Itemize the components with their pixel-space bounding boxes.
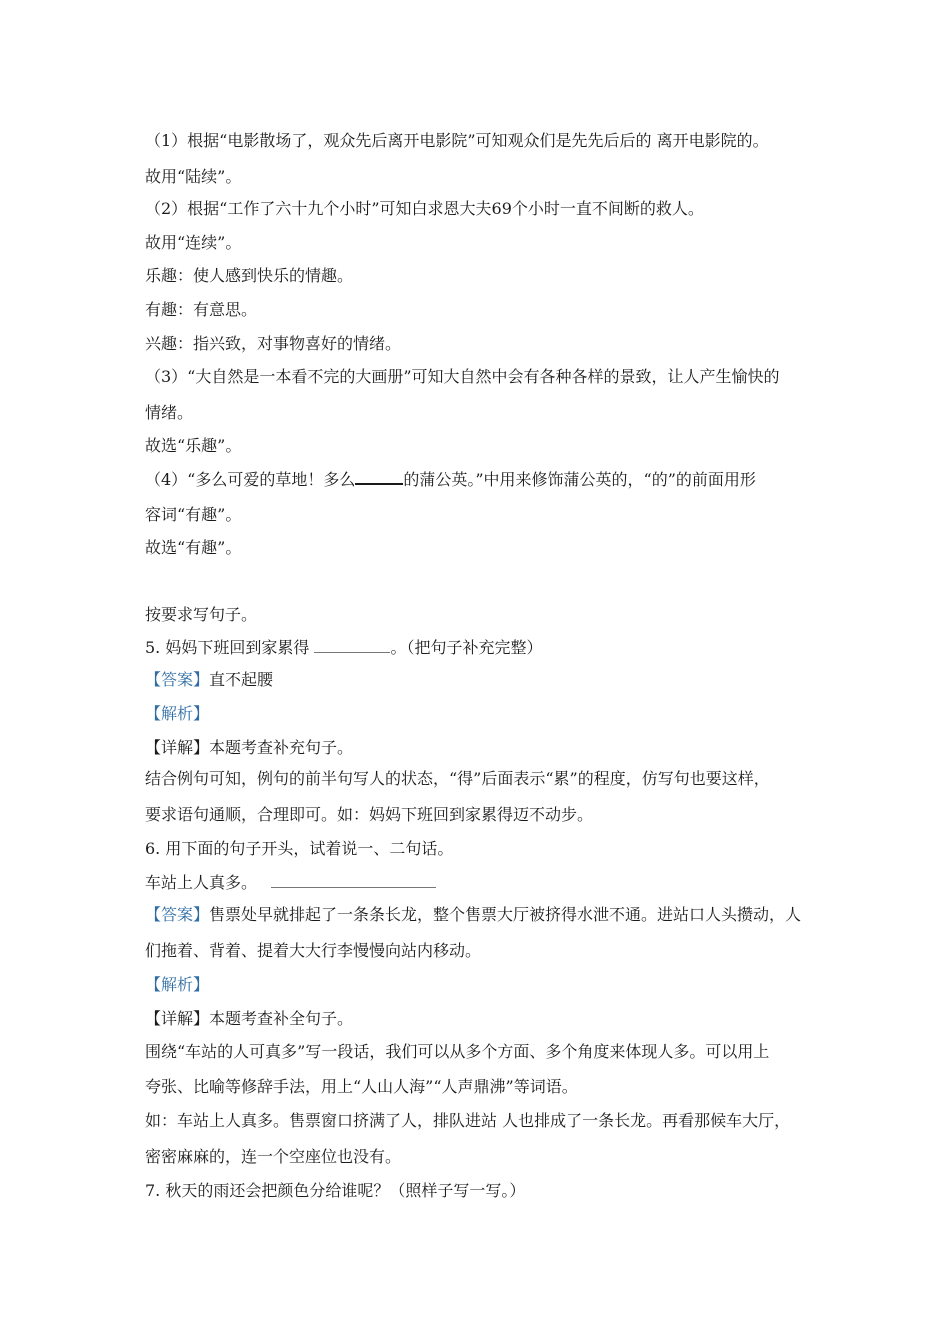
q6-prompt-text: 车站上人真多。 xyxy=(145,873,258,892)
q5-blank xyxy=(314,638,390,653)
q5-text: 5. 妈妈下班回到家累得 xyxy=(145,638,315,657)
para-q3-analysis-cont: 情绪。 xyxy=(145,403,194,422)
answer-tag: 【答案】 xyxy=(145,670,210,689)
section-heading: 按要求写句子。 xyxy=(145,605,258,624)
para-q4-analysis-cont: 容词“有趣”。 xyxy=(145,505,242,524)
para-q3-conclusion: 故选“乐趣”。 xyxy=(145,436,242,455)
para-q2-conclusion: 故用“连续”。 xyxy=(145,233,242,252)
q5-analysis-tag: 【解析】 xyxy=(145,704,210,723)
answer-tag: 【答案】 xyxy=(145,905,210,924)
q6-analysis-tag: 【解析】 xyxy=(145,975,210,994)
para-q4-conclusion: 故选“有趣”。 xyxy=(145,538,242,557)
q4-blank xyxy=(355,469,403,485)
q5-answer-text: 直不起腰 xyxy=(209,670,274,689)
para-q4-analysis xyxy=(145,469,825,490)
para-q1-conclusion: 故用“陆续”。 xyxy=(145,167,242,186)
definition-youqu: 有趣：有意思。 xyxy=(145,300,258,319)
question-5 xyxy=(145,638,825,658)
q6-example: 如：车站上人真多。售票窗口挤满了人，排队进站 人也排成了一条长龙。再看那候车大厅， xyxy=(145,1111,791,1130)
para-q3-analysis: （3）“大自然是一本看不完的大画册”可知大自然中会有各种各样的景致，让人产生愉快的 xyxy=(145,367,780,386)
question-6: 6. 用下面的句子开头，试着说一、二句话。 xyxy=(145,839,454,858)
q6-prompt xyxy=(145,873,825,893)
q6-blank xyxy=(271,873,436,888)
q5-explanation-cont: 要求语句通顺，合理即可。如：妈妈下班回到家累得迈不动步。 xyxy=(145,805,594,824)
definition-lequ: 乐趣：使人感到快乐的情趣。 xyxy=(145,266,354,285)
para-q1-analysis: （1）根据“电影散场了，观众先后离开电影院”可知观众们是先先后后的 离开电影院的。 xyxy=(145,131,769,150)
q6-detail: 【详解】本题考查补全句子。 xyxy=(145,1009,354,1028)
q6-explanation: 围绕“车站的人可真多”写一段话，我们可以从多个方面、多个角度来体现人多。可以用上 xyxy=(145,1042,770,1061)
q5-answer xyxy=(145,670,825,690)
q6-example-cont: 密密麻麻的，连一个空座位也没有。 xyxy=(145,1147,402,1166)
definition-xingqu: 兴趣：指兴致，对事物喜好的情绪。 xyxy=(145,334,402,353)
q5-explanation: 结合例句可知，例句的前半句写人的状态，“得”后面表示“累”的程度，仿写句也要这样， xyxy=(145,769,770,788)
q6-answer-cont: 们拖着、背着、提着大大行李慢慢向站内移动。 xyxy=(145,941,482,960)
q6-explanation-cont: 夸张、比喻等修辞手法，用上“人山人海”“人声鼎沸”等词语。 xyxy=(145,1077,578,1096)
question-7: 7. 秋天的雨还会把颜色分给谁呢？（照样子写一写。） xyxy=(145,1181,526,1200)
q5-detail: 【详解】本题考查补充句子。 xyxy=(145,738,354,757)
q4-text-after-blank: 的蒲公英。”中用来修饰蒲公英的，“的”的前面用形 xyxy=(403,470,756,489)
q6-answer xyxy=(145,905,825,925)
para-q2-analysis: （2）根据“工作了六十九个小时”可知白求恩大夫69个小时一直不间断的救人。 xyxy=(145,199,704,218)
q5-instruction: 。（把句子补充完整） xyxy=(390,638,543,657)
q6-answer-text: 售票处早就排起了一条条长龙，整个售票大厅被挤得水泄不通。进站口人头攒动，人 xyxy=(209,905,802,924)
q4-text-before-blank: （4）“多么可爱的草地！多么 xyxy=(145,470,356,489)
